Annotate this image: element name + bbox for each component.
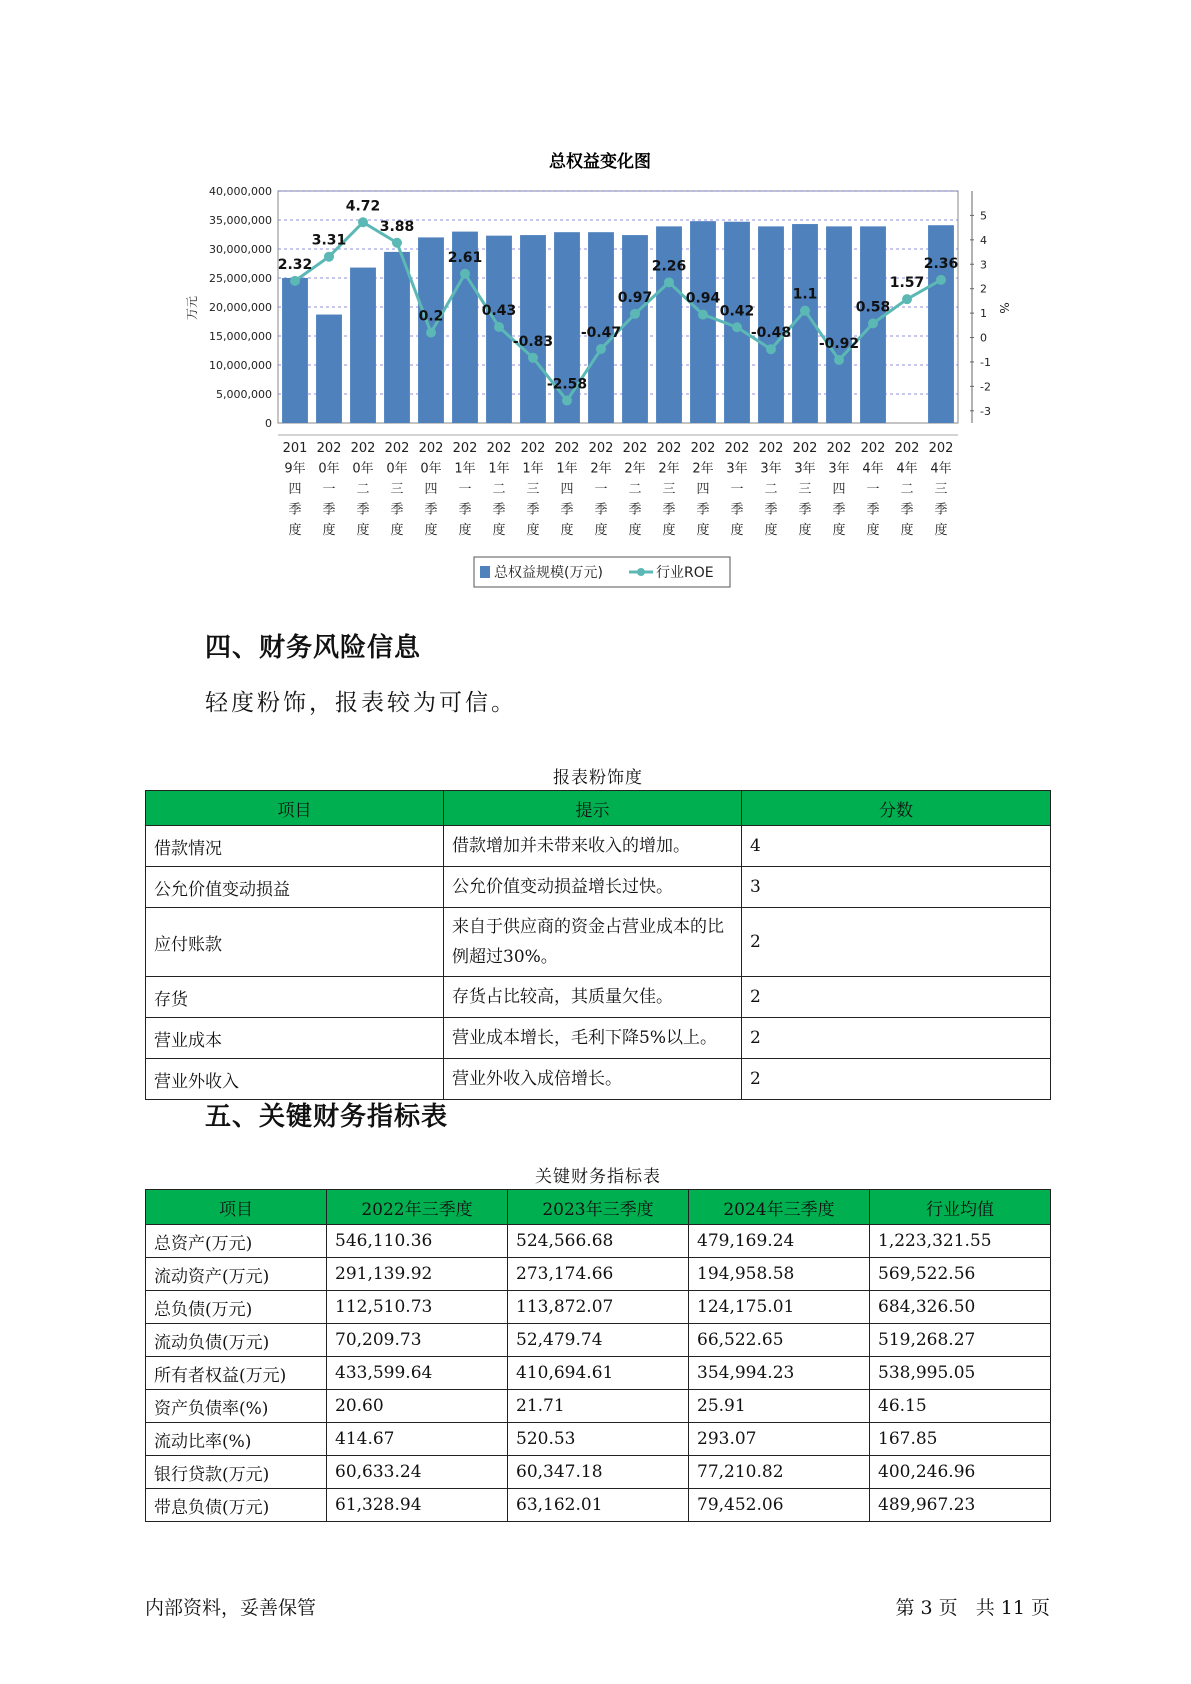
x-tick-label: 三 — [390, 482, 404, 497]
metric-value-cell: 61,328.94 — [327, 1489, 508, 1522]
roe-point — [392, 238, 402, 248]
roe-point — [868, 318, 878, 328]
x-tick-label: 一 — [866, 482, 880, 497]
table-row — [146, 1018, 1051, 1059]
chart-title: 总权益变化图 — [549, 152, 651, 172]
x-tick-label: 季 — [594, 502, 608, 518]
y-tick-label: 30,000,000 — [209, 243, 272, 256]
y2-tick-label: -3 — [980, 404, 991, 418]
x-tick-label: 3年 — [760, 461, 782, 477]
metric-value-cell: 60,633.24 — [327, 1456, 508, 1489]
table-row — [146, 1291, 1051, 1324]
metrics-table-caption: 关键财务指标表 — [535, 1167, 661, 1187]
y-tick-label: 0 — [265, 417, 272, 430]
section5-title: 五、关键财务指标表 — [205, 1102, 449, 1132]
x-tick-label: 度 — [560, 523, 574, 538]
x-tick-label: 4年 — [930, 461, 952, 477]
metric-value-cell: 291,139.92 — [327, 1258, 508, 1291]
table-row — [146, 1423, 1051, 1456]
x-tick-label: 202 — [384, 441, 410, 456]
equity-bar — [690, 221, 716, 423]
metric-value-cell: 167.85 — [870, 1423, 1051, 1456]
roe-point — [460, 269, 470, 279]
footer-left: 内部资料，妥善保管 — [145, 1597, 317, 1619]
y-tick-label: 5,000,000 — [216, 388, 272, 401]
metric-value-cell: 546,110.36 — [327, 1225, 508, 1258]
risk-hint-cell: 来自于供应商的资金占营业成本的比例超过30%。 — [444, 908, 742, 977]
y2-tick-label: 3 — [980, 258, 987, 272]
metric-value-cell: 113,872.07 — [508, 1291, 689, 1324]
risk-score-cell: 2 — [742, 977, 1051, 1018]
roe-point — [630, 309, 640, 319]
roe-data-label: -2.58 — [546, 376, 588, 393]
footer-page-number: 第 3 页 共 11 页 — [895, 1597, 1050, 1619]
roe-point — [596, 344, 606, 354]
x-tick-label: 三 — [526, 482, 540, 497]
table-row — [146, 1059, 1051, 1100]
roe-data-label: -0.47 — [580, 325, 622, 342]
x-tick-label: 季 — [832, 502, 846, 518]
roe-data-label: 0.94 — [685, 290, 721, 307]
table-row — [146, 1258, 1051, 1291]
legend-line-label: 行业ROE — [656, 565, 714, 581]
metric-value-cell: 293.07 — [689, 1423, 870, 1456]
metric-value-cell: 410,694.61 — [508, 1357, 689, 1390]
x-tick-label: 度 — [832, 523, 846, 538]
x-tick-label: 度 — [288, 523, 302, 538]
metric-value-cell: 489,967.23 — [870, 1489, 1051, 1522]
x-tick-label: 1年 — [454, 461, 476, 477]
x-tick-label: 1年 — [488, 461, 510, 477]
risk-item-cell: 营业成本 — [146, 1018, 444, 1059]
x-tick-label: 9年 — [284, 461, 306, 477]
table-header-row — [146, 1190, 1051, 1225]
y-tick-label: 25,000,000 — [209, 272, 272, 285]
x-tick-label: 季 — [390, 502, 404, 518]
metric-value-cell: 20.60 — [327, 1390, 508, 1423]
table-row — [146, 1390, 1051, 1423]
x-tick-label: 度 — [356, 523, 370, 538]
metric-value-cell: 112,510.73 — [327, 1291, 508, 1324]
equity-bar — [384, 252, 410, 423]
roe-data-label: 2.32 — [277, 256, 313, 273]
equity-bar — [282, 278, 308, 423]
roe-data-label: 0.97 — [617, 289, 653, 306]
x-tick-label: 202 — [520, 441, 546, 456]
risk-item-cell: 存货 — [146, 977, 444, 1018]
x-tick-label: 季 — [288, 502, 302, 518]
metric-value-cell: 66,522.65 — [689, 1324, 870, 1357]
x-tick-label: 度 — [628, 523, 642, 538]
roe-point — [834, 355, 844, 365]
roe-point — [494, 322, 504, 332]
metric-name-cell: 总负债(万元) — [146, 1291, 327, 1324]
risk-table-caption: 报表粉饰度 — [553, 768, 643, 788]
x-tick-label: 季 — [934, 502, 948, 518]
equity-bar — [350, 268, 376, 423]
x-tick-label: 度 — [934, 523, 948, 538]
roe-data-label: -0.83 — [512, 333, 554, 350]
header-item: 项目 — [146, 791, 444, 826]
x-tick-label: 度 — [526, 523, 540, 538]
risk-score-cell: 2 — [742, 1018, 1051, 1059]
x-tick-label: 0年 — [318, 461, 340, 477]
metric-value-cell: 79,452.06 — [689, 1489, 870, 1522]
metric-value-cell: 569,522.56 — [870, 1258, 1051, 1291]
roe-data-label: 0.43 — [481, 303, 517, 320]
roe-data-label: -0.48 — [750, 325, 792, 342]
x-tick-label: 度 — [424, 523, 438, 538]
metric-value-cell: 538,995.05 — [870, 1357, 1051, 1390]
x-tick-label: 季 — [560, 502, 574, 518]
roe-data-label: 0.42 — [719, 303, 755, 320]
x-tick-label: 4年 — [896, 461, 918, 477]
risk-table — [145, 790, 1051, 1100]
x-tick-label: 季 — [866, 502, 880, 518]
equity-bar — [554, 232, 580, 423]
x-tick-label: 3年 — [828, 461, 850, 477]
equity-bar — [622, 235, 648, 423]
x-tick-label: 3年 — [794, 461, 816, 477]
x-tick-label: 1年 — [522, 461, 544, 477]
roe-point — [664, 277, 674, 287]
metric-value-cell: 21.71 — [508, 1390, 689, 1423]
metric-value-cell: 414.67 — [327, 1423, 508, 1456]
x-tick-label: 度 — [662, 523, 676, 538]
x-tick-label: 季 — [900, 502, 914, 518]
risk-hint-cell: 营业成本增长，毛利下降5%以上。 — [444, 1018, 742, 1059]
roe-data-label: 2.26 — [651, 258, 687, 275]
metric-name-cell: 总资产(万元) — [146, 1225, 327, 1258]
x-tick-label: 202 — [724, 441, 750, 456]
roe-point — [426, 328, 436, 338]
x-tick-label: 二 — [764, 482, 778, 497]
y2-axis-title: % — [997, 302, 1011, 314]
x-tick-label: 季 — [356, 502, 370, 518]
equity-chart — [0, 0, 1191, 600]
x-tick-label: 度 — [900, 523, 914, 538]
x-tick-label: 3年 — [726, 461, 748, 477]
metric-value-cell: 524,566.68 — [508, 1225, 689, 1258]
risk-score-cell: 4 — [742, 826, 1051, 867]
x-tick-label: 度 — [458, 523, 472, 538]
x-tick-label: 一 — [458, 482, 472, 497]
metric-value-cell: 684,326.50 — [870, 1291, 1051, 1324]
x-tick-label: 202 — [690, 441, 716, 456]
header-score: 分数 — [742, 791, 1051, 826]
roe-data-label: 3.31 — [311, 232, 347, 249]
x-tick-label: 二 — [628, 482, 642, 497]
x-tick-label: 三 — [662, 482, 676, 497]
risk-item-cell: 公允价值变动损益 — [146, 867, 444, 908]
x-tick-label: 202 — [894, 441, 920, 456]
y2-tick-label: 0 — [980, 331, 987, 345]
legend-bar-label: 总权益规模(万元) — [494, 565, 603, 581]
table-row — [146, 867, 1051, 908]
x-tick-label: 四 — [560, 482, 574, 497]
table-row — [146, 1489, 1051, 1522]
risk-hint-cell: 存货占比较高，其质量欠佳。 — [444, 977, 742, 1018]
roe-data-label: 0.2 — [418, 308, 444, 325]
x-tick-label: 202 — [418, 441, 444, 456]
risk-item-cell: 应付账款 — [146, 908, 444, 977]
roe-point — [358, 217, 368, 227]
y2-tick-label: -1 — [980, 355, 991, 369]
roe-data-label: 2.61 — [447, 249, 483, 266]
x-tick-label: 2年 — [692, 461, 714, 477]
table-header-row — [146, 791, 1051, 826]
metric-value-cell: 273,174.66 — [508, 1258, 689, 1291]
metric-value-cell: 194,958.58 — [689, 1258, 870, 1291]
x-tick-label: 度 — [492, 523, 506, 538]
equity-bar — [826, 226, 852, 423]
x-tick-label: 202 — [350, 441, 376, 456]
metrics-table — [145, 1189, 1051, 1522]
legend-line-marker — [637, 568, 645, 576]
x-tick-label: 202 — [486, 441, 512, 456]
x-tick-label: 一 — [322, 482, 336, 497]
risk-score-cell: 2 — [742, 1059, 1051, 1100]
x-tick-label: 1年 — [556, 461, 578, 477]
x-tick-label: 2年 — [658, 461, 680, 477]
y-tick-label: 35,000,000 — [209, 214, 272, 227]
y2-tick-label: -2 — [980, 380, 991, 394]
x-tick-label: 二 — [356, 482, 370, 497]
x-tick-label: 四 — [696, 482, 710, 497]
x-tick-label: 三 — [798, 482, 812, 497]
x-tick-label: 四 — [424, 482, 438, 497]
metric-value-cell: 479,169.24 — [689, 1225, 870, 1258]
risk-item-cell: 借款情况 — [146, 826, 444, 867]
risk-hint-cell: 营业外收入成倍增长。 — [444, 1059, 742, 1100]
x-tick-label: 季 — [730, 502, 744, 518]
roe-data-label: 3.88 — [379, 218, 415, 235]
x-tick-label: 202 — [758, 441, 784, 456]
roe-data-label: 2.36 — [923, 255, 959, 272]
risk-item-cell: 营业外收入 — [146, 1059, 444, 1100]
metrics-header-cell: 2023年三季度 — [508, 1190, 689, 1225]
roe-point — [290, 276, 300, 286]
metric-value-cell: 70,209.73 — [327, 1324, 508, 1357]
roe-point — [800, 306, 810, 316]
x-tick-label: 度 — [866, 523, 880, 538]
metrics-header-cell: 2024年三季度 — [689, 1190, 870, 1225]
risk-hint-cell: 借款增加并未带来收入的增加。 — [444, 826, 742, 867]
x-tick-label: 度 — [730, 523, 744, 538]
roe-data-label: 1.1 — [792, 286, 818, 303]
x-tick-label: 202 — [316, 441, 342, 456]
metric-name-cell: 资产负债率(%) — [146, 1390, 327, 1423]
x-tick-label: 2年 — [624, 461, 646, 477]
metric-value-cell: 520.53 — [508, 1423, 689, 1456]
metric-value-cell: 60,347.18 — [508, 1456, 689, 1489]
table-row — [146, 1357, 1051, 1390]
x-tick-label: 季 — [424, 502, 438, 518]
roe-point — [562, 396, 572, 406]
table-row — [146, 1456, 1051, 1489]
metric-value-cell: 1,223,321.55 — [870, 1225, 1051, 1258]
x-tick-label: 季 — [492, 502, 506, 518]
roe-data-label: 4.72 — [345, 198, 381, 215]
equity-bar — [316, 315, 342, 423]
equity-bar — [656, 226, 682, 423]
equity-bar — [928, 225, 954, 423]
x-tick-label: 202 — [860, 441, 886, 456]
roe-data-label: 0.58 — [855, 299, 891, 316]
y2-tick-label: 5 — [980, 209, 987, 223]
x-tick-label: 四 — [288, 482, 302, 497]
metric-name-cell: 流动资产(万元) — [146, 1258, 327, 1291]
x-tick-label: 2年 — [590, 461, 612, 477]
x-tick-label: 季 — [526, 502, 540, 518]
x-tick-label: 202 — [452, 441, 478, 456]
x-tick-label: 三 — [934, 482, 948, 497]
table-row — [146, 908, 1051, 977]
roe-point — [732, 322, 742, 332]
metric-value-cell: 124,175.01 — [689, 1291, 870, 1324]
roe-data-label: -0.92 — [818, 335, 860, 352]
x-tick-label: 季 — [628, 502, 642, 518]
section4-title: 四、财务风险信息 — [205, 633, 422, 663]
x-tick-label: 202 — [792, 441, 818, 456]
y2-tick-label: 2 — [980, 282, 987, 296]
metrics-header-cell: 项目 — [146, 1190, 327, 1225]
metric-name-cell: 带息负债(万元) — [146, 1489, 327, 1522]
roe-point — [528, 353, 538, 363]
x-tick-label: 202 — [588, 441, 614, 456]
table-row — [146, 1324, 1051, 1357]
legend-bar-swatch — [480, 566, 490, 578]
header-hint: 提示 — [444, 791, 742, 826]
metric-value-cell: 63,162.01 — [508, 1489, 689, 1522]
y-tick-label: 20,000,000 — [209, 301, 272, 314]
x-tick-label: 201 — [282, 441, 308, 456]
metric-name-cell: 流动负债(万元) — [146, 1324, 327, 1357]
table-row — [146, 977, 1051, 1018]
y-axis-title: 万元 — [185, 295, 199, 321]
x-tick-label: 度 — [764, 523, 778, 538]
risk-score-cell: 3 — [742, 867, 1051, 908]
x-tick-label: 0年 — [352, 461, 374, 477]
metric-value-cell: 433,599.64 — [327, 1357, 508, 1390]
table-row — [146, 826, 1051, 867]
metric-value-cell: 77,210.82 — [689, 1456, 870, 1489]
metric-value-cell: 354,994.23 — [689, 1357, 870, 1390]
x-tick-label: 二 — [900, 482, 914, 497]
metric-value-cell: 46.15 — [870, 1390, 1051, 1423]
x-tick-label: 0年 — [420, 461, 442, 477]
risk-hint-cell: 公允价值变动损益增长过快。 — [444, 867, 742, 908]
metric-name-cell: 银行贷款(万元) — [146, 1456, 327, 1489]
metric-value-cell: 25.91 — [689, 1390, 870, 1423]
x-tick-label: 0年 — [386, 461, 408, 477]
equity-bar — [520, 235, 546, 423]
x-tick-label: 度 — [594, 523, 608, 538]
risk-score-cell: 2 — [742, 908, 1051, 977]
x-tick-label: 季 — [458, 502, 472, 518]
x-tick-label: 202 — [928, 441, 954, 456]
x-tick-label: 4年 — [862, 461, 884, 477]
metric-name-cell: 流动比率(%) — [146, 1423, 327, 1456]
roe-point — [902, 294, 912, 304]
y-tick-label: 15,000,000 — [209, 330, 272, 343]
metrics-header-cell: 行业均值 — [870, 1190, 1051, 1225]
x-tick-label: 202 — [554, 441, 580, 456]
y2-tick-label: 4 — [980, 233, 987, 247]
table-row — [146, 1225, 1051, 1258]
x-tick-label: 度 — [696, 523, 710, 538]
y-tick-label: 10,000,000 — [209, 359, 272, 372]
roe-point — [698, 310, 708, 320]
metrics-header-cell: 2022年三季度 — [327, 1190, 508, 1225]
y2-tick-label: 1 — [980, 307, 987, 321]
metric-name-cell: 所有者权益(万元) — [146, 1357, 327, 1390]
x-tick-label: 202 — [826, 441, 852, 456]
x-tick-label: 度 — [322, 523, 336, 538]
x-tick-label: 季 — [322, 502, 336, 518]
x-tick-label: 季 — [696, 502, 710, 518]
x-tick-label: 季 — [662, 502, 676, 518]
y-tick-label: 40,000,000 — [209, 185, 272, 198]
x-tick-label: 202 — [656, 441, 682, 456]
metric-value-cell: 519,268.27 — [870, 1324, 1051, 1357]
metric-value-cell: 52,479.74 — [508, 1324, 689, 1357]
metric-value-cell: 400,246.96 — [870, 1456, 1051, 1489]
x-tick-label: 度 — [390, 523, 404, 538]
x-tick-label: 度 — [798, 523, 812, 538]
x-tick-label: 一 — [594, 482, 608, 497]
x-tick-label: 二 — [492, 482, 506, 497]
x-tick-label: 季 — [798, 502, 812, 518]
x-tick-label: 四 — [832, 482, 846, 497]
x-tick-label: 季 — [764, 502, 778, 518]
roe-point — [936, 275, 946, 285]
x-tick-label: 一 — [730, 482, 744, 497]
roe-point — [324, 252, 334, 262]
roe-point — [766, 344, 776, 354]
x-tick-label: 202 — [622, 441, 648, 456]
roe-data-label: 1.57 — [889, 275, 925, 292]
risk-summary-text: 轻度粉饰，报表较为可信。 — [205, 690, 517, 716]
